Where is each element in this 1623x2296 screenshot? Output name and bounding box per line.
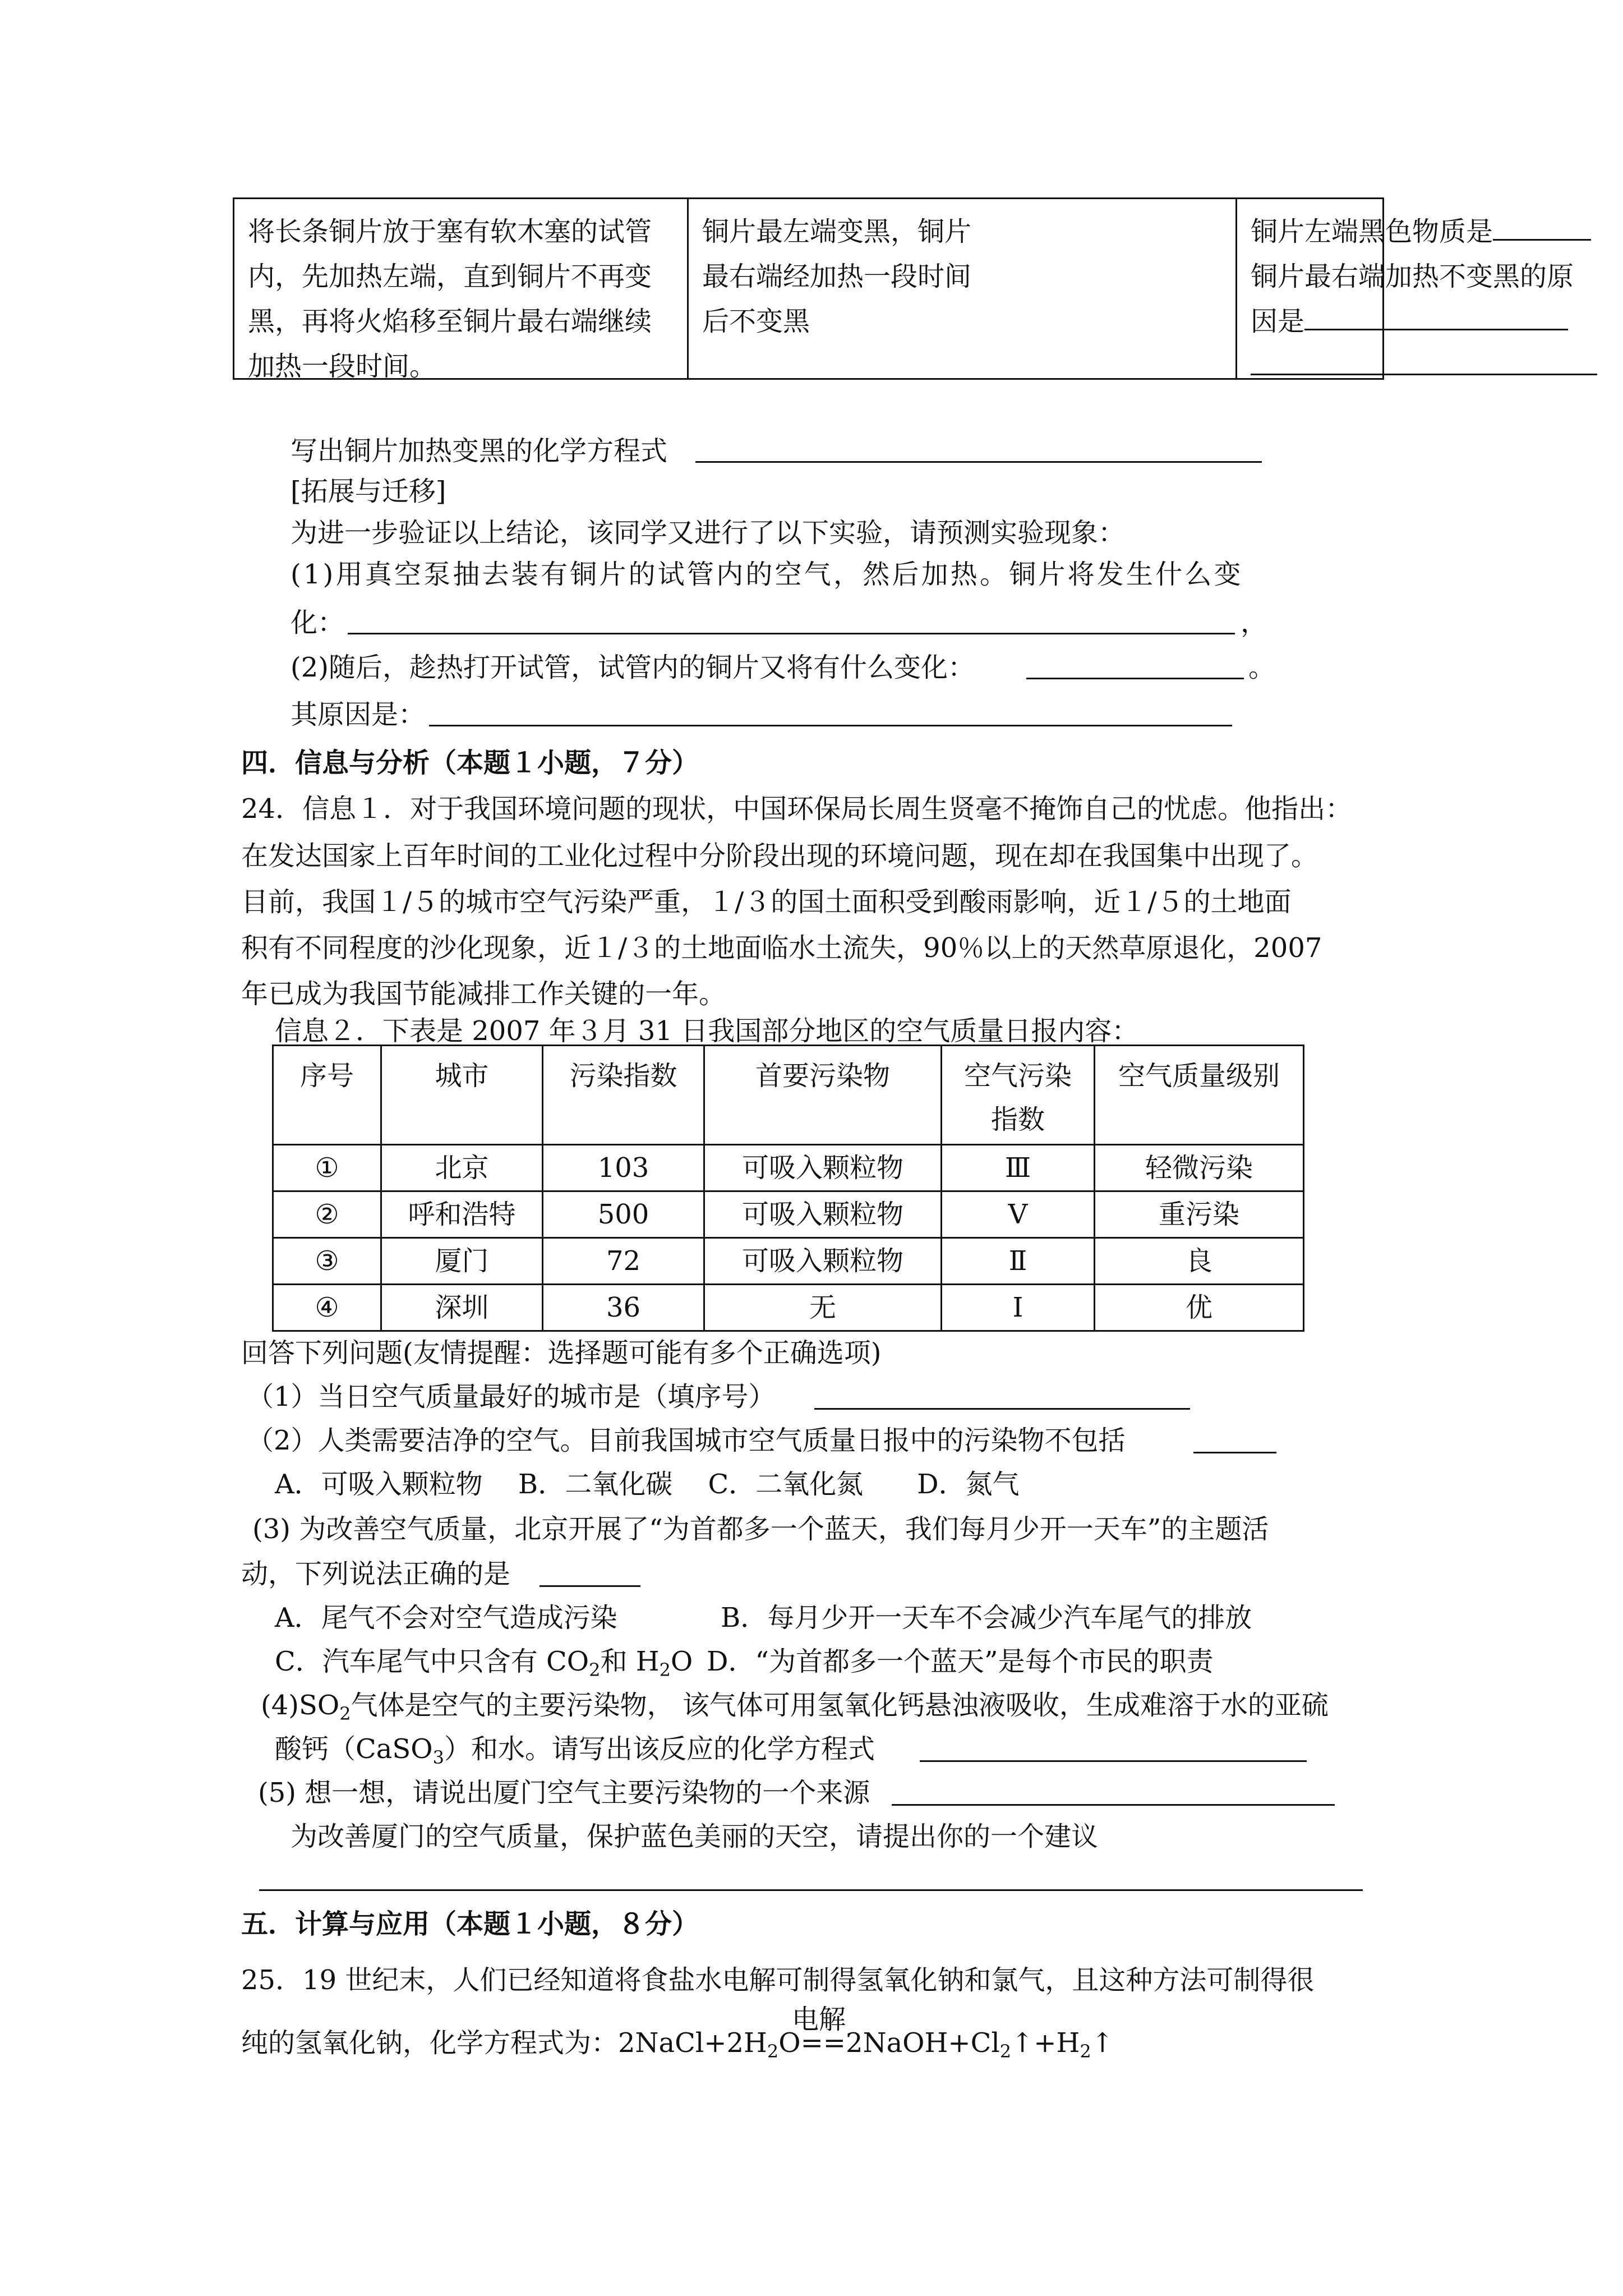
q24-3-line-1: (3) 为改善空气质量，北京开展了“为首都多一个蓝天，我们每月少开一天车”的主题活 bbox=[252, 1513, 1269, 1545]
q23-1-line-1: (1)用真空泵抽去装有铜片的试管内的空气，然后加热。铜片将发生什么变 bbox=[291, 559, 1243, 590]
phenomenon-text: 铜片最左端变黑，铜片最右端经加热一段时间后不变黑 bbox=[702, 216, 972, 337]
cell-city: 北京 bbox=[381, 1145, 543, 1191]
experiment-table bbox=[233, 197, 1574, 382]
equation-prompt: 写出铜片加热变黑的化学方程式 bbox=[291, 435, 668, 467]
q24-4-line-1 bbox=[261, 1688, 1329, 1722]
electrolysis-equation bbox=[618, 2027, 1114, 2062]
q25-line-2 bbox=[241, 2026, 1114, 2060]
answer-intro: 回答下列问题(友情提醒：选择题可能有多个正确选项) bbox=[241, 1337, 882, 1369]
cell-air-quality-level: 良 bbox=[1095, 1238, 1304, 1285]
black-substance-blank[interactable] bbox=[1493, 212, 1591, 241]
cell-air-pollution-grade: Ⅴ bbox=[942, 1191, 1095, 1238]
q24-4-line-2 bbox=[275, 1732, 875, 1766]
subscript: 2 bbox=[999, 2041, 1012, 2062]
conclusion-line-3: 因是 bbox=[1251, 306, 1305, 337]
header-index: 序号 bbox=[273, 1046, 381, 1145]
q24-3-option-a: A．尾气不会对空气造成污染 bbox=[275, 1602, 617, 1634]
q24-3-option-c bbox=[275, 1645, 693, 1681]
q23-2-blank[interactable] bbox=[1026, 678, 1244, 679]
q24-2: （2）人类需要洁净的空气。目前我国城市空气质量日报中的污染物不包括 bbox=[247, 1425, 1126, 1456]
q24-4-blank[interactable] bbox=[920, 1760, 1307, 1762]
extension-heading: [拓展与迁移] bbox=[291, 476, 446, 507]
cell-city: 呼和浩特 bbox=[381, 1191, 543, 1238]
q24-3-blank[interactable] bbox=[540, 1585, 640, 1587]
option-c-text: O bbox=[670, 1646, 693, 1677]
q25-line-1: 25．19 世纪末，人们已经知道将食盐水电解可制得氢氧化钠和氯气，且这种方法可制得很 bbox=[241, 1964, 1315, 1996]
info1-line-1: 24．信息１．对于我国环境问题的现状，中国环保局长周生贤毫不掩饰自己的忧虑。他指出： bbox=[241, 793, 1353, 825]
subscript: 2 bbox=[767, 2041, 779, 2062]
equation-blank[interactable] bbox=[695, 461, 1262, 463]
extension-intro: 为进一步验证以上结论，该同学又进行了以下实验，请预测实验现象： bbox=[291, 517, 1126, 549]
equation-part: 2NaCl+2H bbox=[618, 2027, 767, 2059]
subscript: 3 bbox=[432, 1747, 444, 1768]
q24-5-blank-1[interactable] bbox=[892, 1804, 1335, 1806]
cell-pollution-index: 500 bbox=[543, 1191, 704, 1238]
section-4-heading: 四．信息与分析（本题１小题，７分） bbox=[241, 747, 699, 779]
q4-text: 酸钙（CaSO bbox=[275, 1733, 433, 1765]
header-air-pollution-index-line-1: 空气污染 bbox=[963, 1060, 1072, 1092]
cell-air-quality-level: 优 bbox=[1095, 1285, 1304, 1331]
reason-blank-2[interactable] bbox=[1251, 347, 1597, 375]
cell-pollution-index: 36 bbox=[543, 1285, 704, 1331]
cell-index: ④ bbox=[273, 1285, 381, 1331]
table-row bbox=[273, 1191, 1304, 1238]
header-air-pollution-index bbox=[942, 1046, 1095, 1145]
option-c-text: 和 H bbox=[600, 1646, 660, 1677]
q24-2-blank[interactable] bbox=[1193, 1452, 1276, 1453]
q24-5-line-1: (5) 想一想，请说出厦门空气主要污染物的一个来源 bbox=[258, 1777, 870, 1809]
subscript: 2 bbox=[339, 1703, 351, 1724]
q25-text: 纯的氢氧化钠，化学方程式为： bbox=[241, 2027, 619, 2059]
table-row bbox=[273, 1238, 1304, 1285]
cell-primary-pollutant: 无 bbox=[704, 1285, 942, 1331]
q23-2: (2)随后，趁热打开试管，试管内的铜片又将有什么变化： bbox=[291, 652, 975, 683]
q4-text: 气体是空气的主要污染物， 该气体可用氢氧化钙悬浊液吸收，生成难溶于水的亚硫 bbox=[351, 1690, 1329, 1721]
q23-2-end: 。 bbox=[1248, 652, 1276, 683]
header-primary-pollutant: 首要污染物 bbox=[704, 1046, 942, 1145]
subscript: 2 bbox=[659, 1659, 671, 1681]
experiment-phenomenon-cell bbox=[689, 199, 1237, 378]
q24-2-options: A．可吸入颗粒物 B．二氧化碳 C．二氧化氮 D．氮气 bbox=[275, 1469, 1020, 1500]
reason-blank-1[interactable] bbox=[1304, 302, 1568, 330]
cell-index: ① bbox=[273, 1145, 381, 1191]
cell-air-quality-level: 重污染 bbox=[1095, 1191, 1304, 1238]
cell-primary-pollutant: 可吸入颗粒物 bbox=[704, 1238, 942, 1285]
q23-1-blank[interactable] bbox=[348, 633, 1235, 634]
header-city: 城市 bbox=[381, 1046, 543, 1145]
cell-air-quality-level: 轻微污染 bbox=[1095, 1145, 1304, 1191]
air-quality-table bbox=[272, 1045, 1304, 1332]
q23-1-end: ， bbox=[1241, 607, 1268, 638]
info1-line-5: 年已成为我国节能减排工作关键的一年。 bbox=[241, 978, 726, 1010]
header-pollution-index: 污染指数 bbox=[543, 1046, 704, 1145]
experiment-operation-cell bbox=[234, 199, 689, 382]
cell-air-pollution-grade: Ⅱ bbox=[942, 1238, 1095, 1285]
table-row bbox=[273, 1285, 1304, 1331]
conclusion-line-2: 铜片最右端加热不变黑的原 bbox=[1251, 261, 1574, 292]
info1-line-2: 在发达国家上百年时间的工业化过程中分阶段出现的环境问题，现在却在我国集中出现了。 bbox=[241, 840, 1318, 872]
q24-5-line-2: 为改善厦门的空气质量，保护蓝色美丽的天空，请提出你的一个建议 bbox=[291, 1821, 1099, 1852]
section-5-heading: 五．计算与应用（本题１小题，８分） bbox=[241, 1908, 699, 1940]
cell-pollution-index: 103 bbox=[543, 1145, 704, 1191]
q24-1: （1）当日空气质量最好的城市是（填序号） bbox=[247, 1381, 776, 1412]
experiment-conclusion-cell bbox=[1237, 199, 1574, 378]
q23-reason-label: 其原因是： bbox=[291, 699, 426, 730]
header-air-pollution-index-line-2: 指数 bbox=[990, 1104, 1045, 1135]
option-c-text: C．汽车尾气中只含有 CO bbox=[275, 1646, 589, 1677]
equation-part: O==2NaOH+Cl bbox=[778, 2027, 1000, 2059]
equation-part: ↑+H bbox=[1011, 2027, 1080, 2059]
cell-primary-pollutant: 可吸入颗粒物 bbox=[704, 1145, 942, 1191]
table-header-row bbox=[273, 1046, 1304, 1145]
cell-city: 深圳 bbox=[381, 1285, 543, 1331]
cell-index: ② bbox=[273, 1191, 381, 1238]
q24-5-blank-2[interactable] bbox=[259, 1889, 1363, 1891]
cell-index: ③ bbox=[273, 1238, 381, 1285]
cell-primary-pollutant: 可吸入颗粒物 bbox=[704, 1191, 942, 1238]
q4-text: ）和水。请写出该反应的化学方程式 bbox=[444, 1733, 875, 1765]
q4-text: (4)SO bbox=[261, 1690, 340, 1721]
conclusion-line-1: 铜片左端黑色物质是 bbox=[1251, 216, 1493, 247]
q24-3-option-b: B．每月少开一天车不会减少汽车尾气的排放 bbox=[721, 1602, 1252, 1634]
table-row bbox=[273, 1145, 1304, 1191]
subscript: 2 bbox=[589, 1659, 601, 1681]
q23-1-line-2: 化： bbox=[291, 607, 345, 638]
header-air-quality-level: 空气质量级别 bbox=[1095, 1046, 1304, 1145]
cell-city: 厦门 bbox=[381, 1238, 543, 1285]
q23-reason-blank[interactable] bbox=[429, 725, 1232, 726]
electrolysis-condition: 电解 bbox=[792, 2004, 846, 2035]
equation-part: ↑ bbox=[1091, 2027, 1114, 2059]
q24-3-option-d: D．“为首都多一个蓝天”是每个市民的职责 bbox=[707, 1646, 1214, 1677]
info2-intro: 信息２．下表是 2007 年３月 31 日我国部分地区的空气质量日报内容： bbox=[275, 1015, 1139, 1047]
info1-line-3: 目前，我国１/５的城市空气污染严重，１/３的国土面积受到酸雨影响，近１/５的土地面 bbox=[241, 886, 1292, 918]
cell-air-pollution-grade: Ⅰ bbox=[942, 1285, 1095, 1331]
subscript: 2 bbox=[1080, 2041, 1091, 2062]
cell-pollution-index: 72 bbox=[543, 1238, 704, 1285]
operation-text: 将长条铜片放于塞有软木塞的试管内，先加热左端，直到铜片不再变黑，再将火焰移至铜片最右端继续加热一段时间。 bbox=[248, 216, 652, 382]
q24-3-line-2: 动，下列说法正确的是 bbox=[241, 1558, 511, 1590]
q24-1-blank[interactable] bbox=[814, 1408, 1190, 1410]
cell-air-pollution-grade: Ⅲ bbox=[942, 1145, 1095, 1191]
info1-line-4: 积有不同程度的沙化现象，近１/３的土地面临水土流失，90％以上的天然草原退化，2007 bbox=[241, 932, 1322, 964]
